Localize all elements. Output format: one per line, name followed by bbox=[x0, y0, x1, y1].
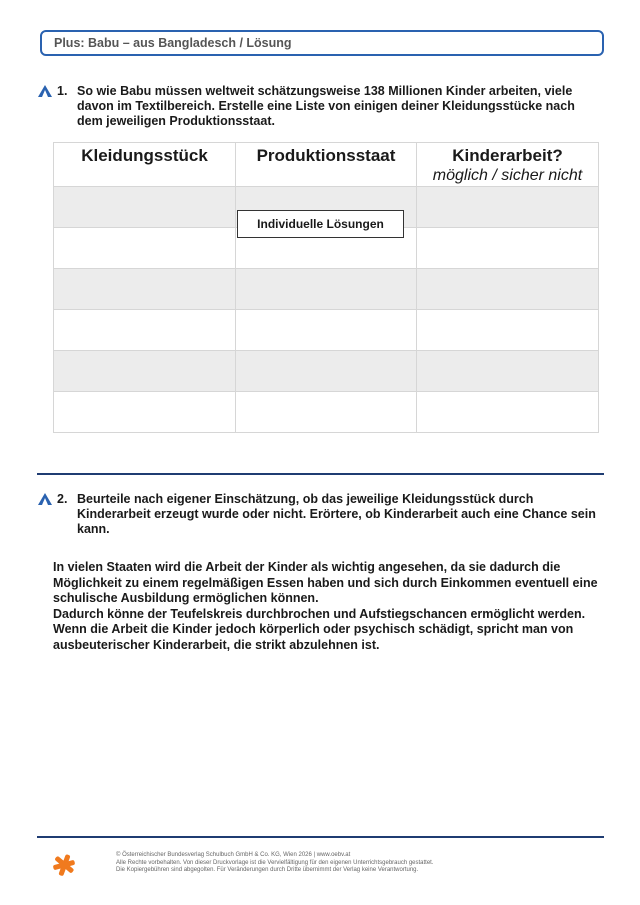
footer-line: Die Kopiergebühren sind abgegolten. Für Veränderungen durch Dritte übernimmt der Verlag keine Verantwortung. bbox=[116, 867, 419, 873]
table-cell[interactable] bbox=[54, 228, 236, 269]
column-header-child-labour bbox=[417, 143, 599, 187]
solution-box bbox=[237, 210, 404, 238]
table-cell[interactable] bbox=[417, 310, 599, 351]
table-row bbox=[54, 392, 599, 433]
table-row bbox=[54, 269, 599, 310]
column-header-clothing: Kleidungsstück bbox=[54, 143, 236, 187]
answer-paragraph-2: Dadurch könne der Teufelskreis durchbrochen und Aufstiegschancen ermöglicht werden. Wenn die Arbeit die Kinder jedoch körperlich oder psychisch schädigt, spricht man von ausbeuterischer Kinderarbeit, die strikt abzulehnen ist. bbox=[53, 606, 586, 652]
column-header-child-labour-title: Kinderarbeit? bbox=[452, 146, 563, 165]
page-title: Plus: Babu – aus Bangladesch / Lösung bbox=[54, 36, 292, 50]
footer bbox=[116, 852, 536, 875]
table-cell[interactable] bbox=[236, 310, 417, 351]
answer-text bbox=[53, 560, 603, 653]
table-cell[interactable] bbox=[54, 351, 236, 392]
task-text: Beurteile nach eigener Einschätzung, ob das jeweilige Kleidungsstück durch Kinderarbeit erzeugt wurde oder nicht. Erörtere, ob Kinderarbeit auch eine Chance sein kann. bbox=[77, 492, 596, 536]
clothing-table bbox=[53, 142, 599, 433]
task-number: 1. bbox=[57, 84, 68, 98]
table-cell[interactable] bbox=[54, 310, 236, 351]
table-cell[interactable] bbox=[417, 228, 599, 269]
table-cell[interactable] bbox=[417, 269, 599, 310]
table-row bbox=[54, 351, 599, 392]
solution-label: Individuelle Lösungen bbox=[257, 217, 384, 231]
table-cell[interactable] bbox=[54, 269, 236, 310]
table-cell[interactable] bbox=[417, 351, 599, 392]
table-cell[interactable] bbox=[54, 392, 236, 433]
table-cell[interactable] bbox=[54, 187, 236, 228]
task-2 bbox=[38, 492, 598, 540]
header-box bbox=[40, 30, 604, 56]
task-number: 2. bbox=[57, 492, 68, 506]
answer-paragraph-1: In vielen Staaten wird die Arbeit der Kinder als wichtig angesehen, da sie dadurch die Möglichkeit zu einem regelmäßigen Essen haben und sich durch Einkommen eventuell eine schulische Ausbildung ermöglichen können. bbox=[53, 560, 598, 605]
table-cell[interactable] bbox=[417, 392, 599, 433]
column-header-country: Produktionsstaat bbox=[236, 143, 417, 187]
table-row bbox=[54, 310, 599, 351]
table-cell[interactable] bbox=[236, 351, 417, 392]
table-cell[interactable] bbox=[236, 269, 417, 310]
section-divider bbox=[37, 473, 604, 475]
footer-divider bbox=[37, 836, 604, 838]
task-1 bbox=[38, 84, 598, 132]
footer-line: © Österreichischer Bundesverlag Schulbuch GmbH & Co. KG, Wien 2026 | www.oebv.at bbox=[116, 852, 351, 858]
table-cell[interactable] bbox=[417, 187, 599, 228]
oebv-logo bbox=[52, 853, 76, 877]
table-cell[interactable] bbox=[236, 392, 417, 433]
footer-line: Alle Rechte vorbehalten. Von dieser Druckvorlage ist die Vervielfältigung für den eigenen Unterrichtsgebrauch gestattet. bbox=[116, 859, 434, 866]
triangle-level-icon bbox=[38, 85, 52, 97]
triangle-level-icon bbox=[38, 493, 52, 505]
task-text: So wie Babu müssen weltweit schätzungsweise 138 Millionen Kinder arbeiten, viele davon im Textilbereich. Erstelle eine Liste von einigen deiner Kleidungsstücke nach dem jeweiligen Produktionsstaat. bbox=[77, 84, 575, 128]
column-header-child-labour-sub: möglich / sicher nicht bbox=[432, 167, 583, 184]
